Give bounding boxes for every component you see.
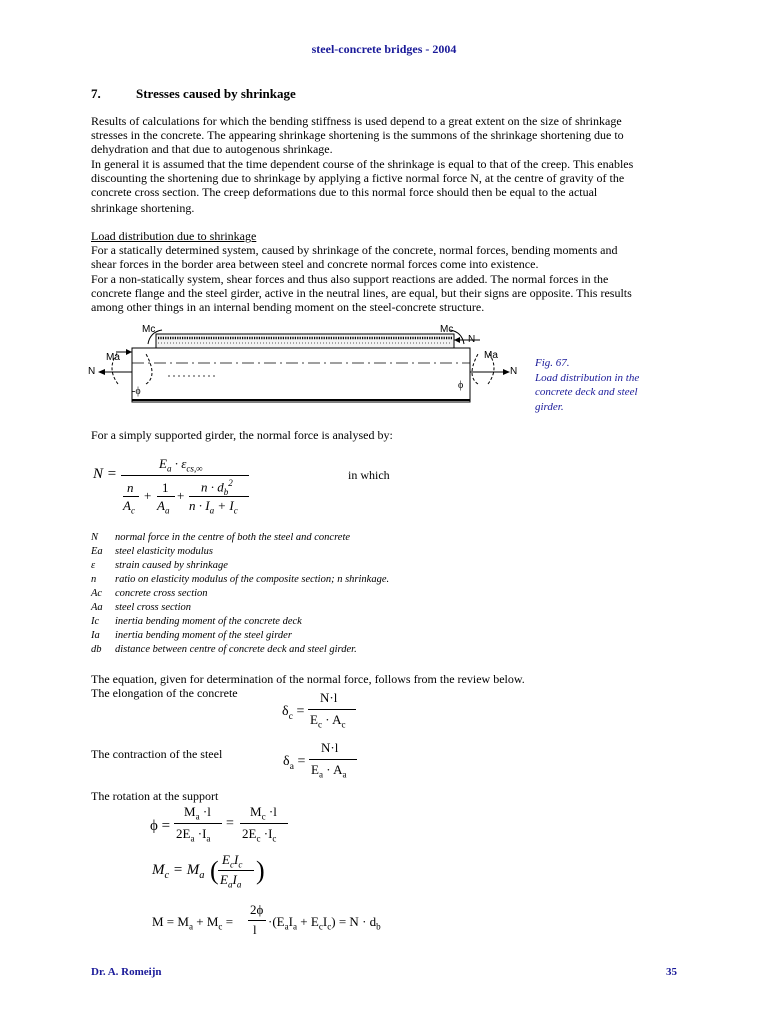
label-phi-left: -ϕ (132, 386, 141, 397)
elongation-label: The elongation of the concrete (91, 686, 238, 701)
paragraph-load-distribution (91, 229, 683, 314)
text-line: concrete cross section. The creep deformations due to this normal force should then be equal to the actual (91, 185, 598, 200)
text-line: In general it is assumed that the time dependent course of the shrinkage is equal to that of the creep. This enables (91, 156, 634, 171)
page-number: 35 (666, 966, 677, 978)
review-intro (91, 672, 683, 700)
symbol-row (0, 531, 768, 545)
symbol-description: concrete cross section (115, 588, 208, 599)
symbol-row (0, 629, 768, 643)
section-title: Stresses caused by shrinkage (136, 86, 296, 101)
symbol-row (0, 643, 768, 657)
symbol: N (91, 532, 99, 543)
label-ma-left: Ma (106, 352, 120, 363)
symbol-description: inertia bending moment of the steel girder (115, 630, 292, 641)
equation-total-moment: $M = M_a + M_c$ = 2ϕ l $\cdot(E_aI_a + E_cI_c) = N \cdot d_b$ (152, 902, 381, 937)
text-line: shear forces in the border area between steel and concrete normal forces come into existence. (91, 257, 539, 272)
normal-force-intro: For a simply supported girder, the normal force is analysed by: (91, 428, 393, 442)
symbol-row (0, 559, 768, 573)
symbol-row (0, 601, 768, 615)
equation-contraction: $\delta_a$ = N·l $E_a \cdot A_a$ (283, 740, 373, 784)
equation-moment-ratio: $M_c = M_a$ ( $E_cI_c$ $E_aI_a$ ) (152, 852, 265, 890)
paragraph-shrinkage-intro (91, 114, 683, 215)
label-ma-right: Ma (484, 350, 498, 361)
label-phi-right: ϕ (458, 380, 464, 391)
symbol: n (91, 574, 97, 585)
text-line: concrete flange and the steel girder, active in the neutral lines, are equal, but their signs are opposite. This results (91, 285, 632, 300)
text-line: stresses in the concrete. The appearing shrinkage shortening is the summons of the shrinkage shortening due to (91, 128, 624, 143)
symbol: Ia (91, 630, 100, 641)
equation-normal-force: N = $E_a \cdot \varepsilon_{cs,\infty}$ n $A_c$ + 1 $A_a$ + $n \cdot d_b^2$ $n \cdot I_a + I_c$ (91, 452, 261, 520)
label-mc-right: Mc (440, 324, 454, 335)
symbol-definitions (0, 531, 768, 661)
text-line: For a statically determined system, caused by shrinkage of the concrete, normal forces, bending moments and (91, 243, 618, 258)
caption-line: girder. (535, 400, 564, 413)
symbol-description: ratio on elasticity modulus of the composite section; n shrinkage. (115, 574, 390, 585)
symbol: ε (91, 560, 96, 571)
text-line: dehydration and that due to autogenous shrinkage. (91, 142, 333, 157)
label-mc-left: Mc (142, 324, 156, 335)
caption-line: Fig. 67. (535, 357, 570, 369)
running-header: steel-concrete bridges - 2004 (311, 42, 457, 56)
text-line: shrinkage shortening. (91, 201, 195, 216)
symbol: Ac (91, 588, 103, 599)
text-line: For a non-statically system, shear forces and thus also support reactions are added. The normal forces in the (91, 271, 609, 286)
footer-author: Dr. A. Romeijn (91, 966, 162, 978)
symbol: Aa (91, 602, 103, 613)
symbol-row (0, 545, 768, 559)
symbol-description: strain caused by shrinkage (115, 560, 228, 571)
text-line: among other things in an internal bending moment on the steel-concrete structure. (91, 300, 485, 315)
symbol-row (0, 573, 768, 587)
in-which-label: in which (348, 468, 390, 482)
steel-girder (132, 348, 470, 402)
concrete-deck (156, 334, 454, 348)
symbol: db (91, 644, 102, 655)
label-n-left: N (88, 366, 96, 377)
equation-rotation: ϕ = $M_a \cdot l$ $2E_a \cdot I_a$ = $M_c \cdot l$ $2E_c \cdot I_c$ (150, 804, 310, 848)
symbol: Ea (91, 546, 103, 557)
text-line: The equation, given for determination of the normal force, follows from the review below. (91, 672, 525, 686)
girder-load-diagram (88, 316, 528, 416)
symbol-description: inertia bending moment of the concrete deck (115, 616, 302, 627)
symbol-row (0, 615, 768, 629)
section-number: 7. (91, 86, 101, 101)
figure-caption (535, 356, 665, 414)
subheading: Load distribution due to shrinkage (91, 229, 257, 243)
symbol-row (0, 587, 768, 601)
caption-line: concrete deck and steel (535, 386, 638, 398)
contraction-label: The contraction of the steel (91, 747, 223, 761)
text-line: discounting the shortening due to shrinkage by applying a fictive normal force N, at the centre of gravity of the (91, 170, 625, 185)
symbol: Ic (91, 616, 100, 627)
caption-line: Load distribution in the (535, 371, 640, 384)
symbol-description: steel cross section (115, 602, 192, 613)
text-line: Results of calculations for which the bending stiffness is used depend to a great extent on the size of shrinkage (91, 114, 622, 128)
equation-elongation: $\delta_c$ = N·l $E_c \cdot A_c$ (282, 690, 372, 734)
label-n-top-right: N (468, 334, 476, 345)
symbol-description: distance between centre of concrete deck and steel girder. (115, 644, 357, 655)
rotation-label: The rotation at the support (91, 789, 219, 803)
label-n-right: N (510, 366, 518, 377)
symbol-description: steel elasticity modulus (115, 546, 213, 557)
symbol-description: normal force in the centre of both the steel and concrete (115, 532, 351, 543)
